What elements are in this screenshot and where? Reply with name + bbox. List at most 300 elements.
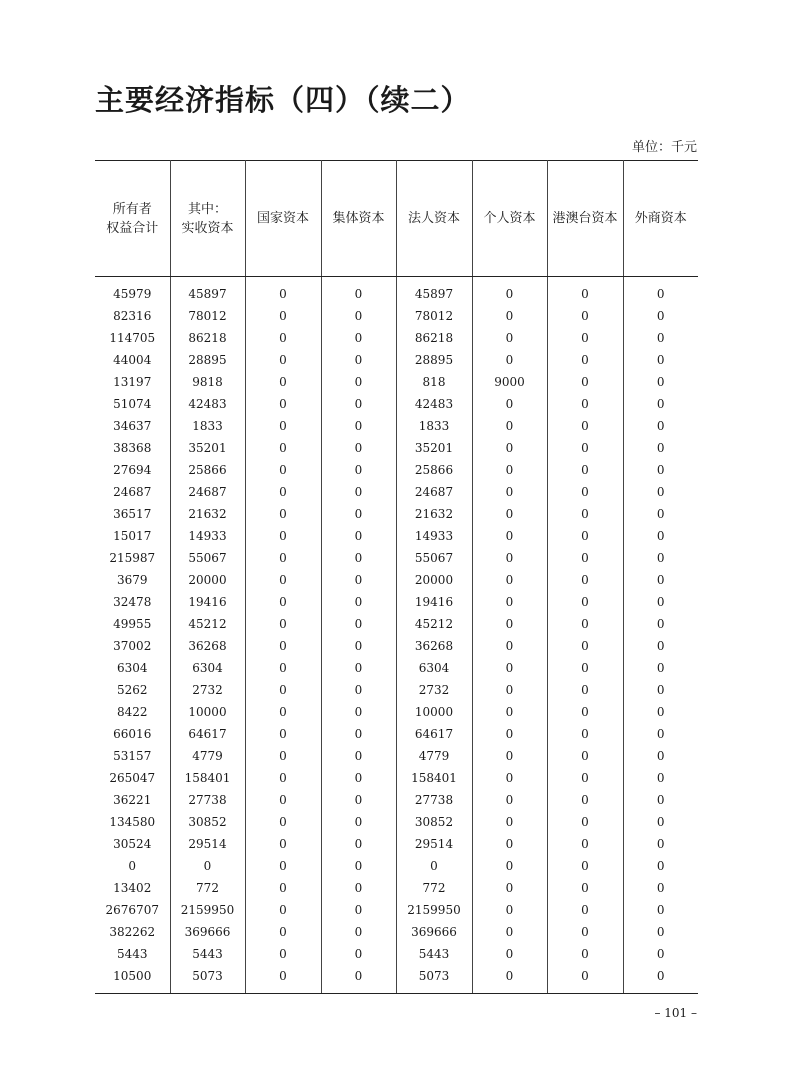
table-cell: 45212 — [170, 613, 245, 635]
table-cell: 0 — [656, 309, 665, 323]
table-cell: 0 — [245, 877, 321, 899]
table-cell: 0 — [472, 657, 547, 679]
table-cell: 0 — [547, 723, 623, 745]
table-cell: 6304 — [95, 657, 170, 679]
table-cell: 24687 — [95, 481, 170, 503]
column-header-4 — [396, 161, 472, 277]
table-cell: 0 — [547, 613, 623, 635]
table-cell: 0 — [245, 305, 321, 327]
table-row — [95, 965, 698, 994]
table-cell: 3679 — [95, 569, 170, 591]
table-cell: 158401 — [396, 767, 472, 789]
table-cell: 0 — [472, 503, 547, 525]
table-cell: 0 — [547, 547, 623, 569]
table-row — [95, 943, 698, 965]
table-cell: 0 — [245, 745, 321, 767]
table-cell: 0 — [472, 613, 547, 635]
table-cell: 0 — [547, 459, 623, 481]
column-header-5 — [472, 161, 547, 277]
table-row — [95, 789, 698, 811]
table-cell: 0 — [321, 613, 396, 635]
column-header-line1: 外商资本 — [634, 211, 687, 226]
page-number: – 101 – — [654, 1006, 697, 1020]
table-cell: 14933 — [396, 525, 472, 547]
table-cell: 0 — [472, 877, 547, 899]
table-row — [95, 349, 698, 371]
table-cell: 0 — [472, 833, 547, 855]
table-row — [95, 327, 698, 349]
table-cell: 0 — [547, 899, 623, 921]
unit-label: 单位：千元 — [631, 140, 697, 155]
table-row — [95, 899, 698, 921]
table-cell: 0 — [656, 551, 665, 565]
table-cell: 4779 — [396, 745, 472, 767]
table-cell: 37002 — [95, 635, 170, 657]
table-cell: 36268 — [170, 635, 245, 657]
table-cell: 0 — [472, 459, 547, 481]
table-cell: 0 — [547, 415, 623, 437]
table-cell: 0 — [245, 613, 321, 635]
table-cell: 24687 — [396, 481, 472, 503]
table-cell: 38368 — [95, 437, 170, 459]
table-cell: 0 — [656, 617, 665, 631]
table-cell: 0 — [321, 437, 396, 459]
table-cell: 0 — [547, 437, 623, 459]
table-row — [95, 701, 698, 723]
table-cell: 0 — [321, 277, 396, 306]
table-cell: 42483 — [396, 393, 472, 415]
table-cell: 0 — [547, 503, 623, 525]
table-cell: 0 — [547, 277, 623, 306]
table-cell: 114705 — [95, 327, 170, 349]
table-cell: 0 — [547, 701, 623, 723]
table-cell: 0 — [547, 877, 623, 899]
table-cell: 2159950 — [396, 899, 472, 921]
table-cell: 0 — [321, 943, 396, 965]
table-row — [95, 277, 698, 306]
table-row — [95, 679, 698, 701]
table-cell: 0 — [472, 481, 547, 503]
table-cell: 0 — [245, 547, 321, 569]
table-cell: 0 — [656, 639, 665, 653]
table-cell: 0 — [472, 855, 547, 877]
table-cell: 0 — [656, 463, 665, 477]
table-row — [95, 723, 698, 745]
table-cell: 0 — [472, 921, 547, 943]
table-cell: 0 — [321, 547, 396, 569]
table-cell: 0 — [321, 371, 396, 393]
table-row — [95, 921, 698, 943]
indicator-table-wrap — [95, 160, 698, 994]
table-cell: 86218 — [396, 327, 472, 349]
table-cell: 0 — [547, 327, 623, 349]
table-cell: 0 — [245, 899, 321, 921]
table-row — [95, 371, 698, 393]
table-cell: 0 — [547, 305, 623, 327]
table-cell: 0 — [321, 921, 396, 943]
table-cell: 0 — [547, 349, 623, 371]
table-cell: 29514 — [396, 833, 472, 855]
table-cell: 5262 — [95, 679, 170, 701]
table-cell: 0 — [472, 943, 547, 965]
table-cell: 0 — [321, 965, 396, 994]
table-cell: 0 — [656, 375, 665, 389]
table-row — [95, 767, 698, 789]
table-cell: 0 — [547, 855, 623, 877]
table-cell: 0 — [321, 569, 396, 591]
table-row — [95, 811, 698, 833]
table-cell: 13402 — [95, 877, 170, 899]
table-row — [95, 745, 698, 767]
table-cell: 0 — [245, 437, 321, 459]
table-cell: 0 — [245, 349, 321, 371]
table-cell: 15017 — [95, 525, 170, 547]
table-cell: 0 — [656, 287, 665, 301]
table-cell: 0 — [321, 591, 396, 613]
table-cell: 9818 — [170, 371, 245, 393]
table-cell: 0 — [321, 789, 396, 811]
table-cell: 64617 — [170, 723, 245, 745]
table-cell: 29514 — [170, 833, 245, 855]
table-cell: 772 — [170, 877, 245, 899]
table-cell: 0 — [656, 793, 665, 807]
table-cell: 32478 — [95, 591, 170, 613]
table-cell: 10000 — [396, 701, 472, 723]
table-cell: 0 — [656, 749, 665, 763]
table-cell: 0 — [321, 701, 396, 723]
table-cell: 0 — [656, 661, 665, 675]
table-row — [95, 877, 698, 899]
column-header-line2: 实收资本 — [181, 220, 234, 236]
table-cell: 0 — [245, 481, 321, 503]
table-row — [95, 305, 698, 327]
table-cell: 5073 — [170, 965, 245, 994]
table-row — [95, 657, 698, 679]
table-cell: 0 — [321, 525, 396, 547]
table-cell: 13197 — [95, 371, 170, 393]
table-cell: 0 — [656, 595, 665, 609]
table-cell: 0 — [245, 327, 321, 349]
table-cell: 34637 — [95, 415, 170, 437]
table-cell: 45897 — [170, 277, 245, 306]
column-header-line1: 个人资本 — [483, 211, 536, 226]
table-cell: 0 — [245, 371, 321, 393]
table-cell: 20000 — [396, 569, 472, 591]
table-cell: 0 — [95, 855, 170, 877]
table-cell: 4779 — [170, 745, 245, 767]
table-cell: 0 — [321, 679, 396, 701]
table-cell: 0 — [321, 415, 396, 437]
table-cell: 10500 — [95, 965, 170, 994]
table-cell: 30524 — [95, 833, 170, 855]
table-cell: 21632 — [170, 503, 245, 525]
table-cell: 0 — [321, 393, 396, 415]
table-cell: 0 — [245, 459, 321, 481]
table-cell: 134580 — [95, 811, 170, 833]
table-cell: 0 — [472, 569, 547, 591]
table-cell: 0 — [547, 745, 623, 767]
table-cell: 0 — [656, 419, 665, 433]
table-cell: 36268 — [396, 635, 472, 657]
column-header-line1: 集体资本 — [332, 211, 385, 226]
column-header-line2: 权益合计 — [106, 220, 159, 236]
table-cell: 0 — [321, 723, 396, 745]
table-cell: 0 — [472, 437, 547, 459]
table-cell: 36517 — [95, 503, 170, 525]
table-row — [95, 393, 698, 415]
table-cell: 6304 — [396, 657, 472, 679]
table-cell: 0 — [547, 811, 623, 833]
table-cell: 0 — [656, 705, 665, 719]
table-cell: 0 — [321, 899, 396, 921]
table-row — [95, 855, 698, 877]
table-cell: 45212 — [396, 613, 472, 635]
table-cell: 0 — [472, 899, 547, 921]
table-cell: 5443 — [170, 943, 245, 965]
table-cell: 42483 — [170, 393, 245, 415]
table-cell: 0 — [547, 635, 623, 657]
table-cell: 0 — [472, 811, 547, 833]
table-cell: 0 — [656, 397, 665, 411]
table-cell: 9000 — [472, 371, 547, 393]
table-cell: 0 — [547, 591, 623, 613]
table-cell: 0 — [321, 745, 396, 767]
column-header-3 — [321, 161, 396, 277]
table-cell: 0 — [321, 327, 396, 349]
table-cell: 0 — [547, 657, 623, 679]
table-cell: 0 — [656, 485, 665, 499]
table-cell: 0 — [245, 591, 321, 613]
table-row — [95, 415, 698, 437]
table-cell: 0 — [547, 833, 623, 855]
table-cell: 78012 — [396, 305, 472, 327]
table-cell: 0 — [472, 745, 547, 767]
table-cell: 53157 — [95, 745, 170, 767]
table-cell: 0 — [321, 481, 396, 503]
table-cell: 0 — [321, 855, 396, 877]
table-cell: 0 — [547, 481, 623, 503]
table-cell: 0 — [245, 503, 321, 525]
table-cell: 30852 — [170, 811, 245, 833]
table-cell: 0 — [472, 525, 547, 547]
table-cell: 0 — [547, 921, 623, 943]
table-cell: 0 — [245, 789, 321, 811]
table-row — [95, 635, 698, 657]
table-cell: 0 — [245, 833, 321, 855]
column-header-line1: 国家资本 — [256, 211, 309, 226]
column-header-1 — [170, 161, 245, 277]
table-cell: 0 — [656, 529, 665, 543]
table-cell: 0 — [547, 965, 623, 994]
table-cell: 0 — [547, 767, 623, 789]
table-cell: 35201 — [170, 437, 245, 459]
table-cell: 10000 — [170, 701, 245, 723]
table-cell: 25866 — [170, 459, 245, 481]
table-cell: 64617 — [396, 723, 472, 745]
table-row — [95, 437, 698, 459]
table-cell: 0 — [245, 277, 321, 306]
table-cell: 5443 — [95, 943, 170, 965]
table-cell: 0 — [472, 789, 547, 811]
table-cell: 2159950 — [170, 899, 245, 921]
table-cell: 55067 — [396, 547, 472, 569]
table-cell: 0 — [321, 635, 396, 657]
table-cell: 818 — [396, 371, 472, 393]
table-cell: 27738 — [170, 789, 245, 811]
table-cell: 2732 — [396, 679, 472, 701]
table-cell: 78012 — [170, 305, 245, 327]
table-row — [95, 459, 698, 481]
table-cell: 0 — [321, 767, 396, 789]
table-cell: 0 — [656, 837, 665, 851]
table-cell: 21632 — [396, 503, 472, 525]
table-cell: 0 — [245, 723, 321, 745]
table-cell: 0 — [656, 859, 665, 873]
table-cell: 0 — [321, 811, 396, 833]
table-cell: 0 — [547, 393, 623, 415]
table-cell: 0 — [321, 349, 396, 371]
table-cell: 0 — [656, 683, 665, 697]
table-cell: 0 — [472, 277, 547, 306]
table-cell: 44004 — [95, 349, 170, 371]
table-cell: 0 — [472, 679, 547, 701]
table-cell: 45897 — [396, 277, 472, 306]
table-header-row — [95, 161, 698, 277]
column-header-6 — [547, 161, 623, 277]
table-cell: 0 — [245, 767, 321, 789]
table-cell: 0 — [245, 657, 321, 679]
table-row — [95, 503, 698, 525]
column-header-line1: 所有者 — [112, 201, 152, 217]
table-cell: 0 — [472, 591, 547, 613]
table-cell: 0 — [321, 877, 396, 899]
table-cell: 30852 — [396, 811, 472, 833]
table-cell: 0 — [321, 657, 396, 679]
table-cell: 0 — [656, 573, 665, 587]
table-cell: 35201 — [396, 437, 472, 459]
table-cell: 0 — [321, 459, 396, 481]
table-cell: 0 — [472, 305, 547, 327]
table-body — [95, 277, 698, 994]
table-cell: 772 — [396, 877, 472, 899]
table-cell: 0 — [656, 947, 665, 961]
table-row — [95, 833, 698, 855]
table-cell: 82316 — [95, 305, 170, 327]
table-cell: 2732 — [170, 679, 245, 701]
table-cell: 28895 — [170, 349, 245, 371]
table-cell: 0 — [547, 569, 623, 591]
column-header-line1: 法人资本 — [407, 211, 460, 226]
table-cell: 5073 — [396, 965, 472, 994]
table-cell: 0 — [472, 349, 547, 371]
table-cell: 19416 — [170, 591, 245, 613]
table-cell: 27738 — [396, 789, 472, 811]
table-cell: 369666 — [396, 921, 472, 943]
table-cell: 0 — [245, 525, 321, 547]
table-cell: 0 — [245, 393, 321, 415]
table-cell: 0 — [245, 415, 321, 437]
table-cell: 51074 — [95, 393, 170, 415]
table-row — [95, 613, 698, 635]
table-cell: 8422 — [95, 701, 170, 723]
column-header-0 — [95, 161, 170, 277]
table-cell: 0 — [656, 925, 665, 939]
table-cell: 0 — [656, 771, 665, 785]
column-header-7 — [623, 161, 698, 277]
table-cell: 20000 — [170, 569, 245, 591]
table-cell: 0 — [656, 727, 665, 741]
table-cell: 0 — [321, 305, 396, 327]
table-cell: 0 — [170, 855, 245, 877]
table-cell: 0 — [547, 679, 623, 701]
table-cell: 0 — [656, 507, 665, 521]
table-cell: 0 — [547, 943, 623, 965]
table-cell: 369666 — [170, 921, 245, 943]
table-cell: 0 — [472, 547, 547, 569]
table-cell: 382262 — [95, 921, 170, 943]
table-cell: 24687 — [170, 481, 245, 503]
table-cell: 158401 — [170, 767, 245, 789]
table-cell: 265047 — [95, 767, 170, 789]
table-cell: 0 — [472, 767, 547, 789]
table-cell: 25866 — [396, 459, 472, 481]
table-cell: 0 — [245, 921, 321, 943]
table-cell: 0 — [472, 327, 547, 349]
table-cell: 0 — [547, 525, 623, 547]
table-cell: 0 — [321, 833, 396, 855]
table-cell: 19416 — [396, 591, 472, 613]
table-row — [95, 591, 698, 613]
table-row — [95, 481, 698, 503]
indicator-table — [95, 160, 698, 994]
table-cell: 55067 — [170, 547, 245, 569]
table-cell: 0 — [656, 441, 665, 455]
table-cell: 0 — [245, 679, 321, 701]
table-cell: 0 — [656, 881, 665, 895]
table-cell: 66016 — [95, 723, 170, 745]
table-row — [95, 569, 698, 591]
table-cell: 28895 — [396, 349, 472, 371]
table-cell: 0 — [245, 965, 321, 994]
table-cell: 0 — [623, 965, 698, 994]
table-cell: 36221 — [95, 789, 170, 811]
table-cell: 0 — [472, 965, 547, 994]
table-cell: 0 — [547, 371, 623, 393]
table-cell: 0 — [396, 855, 472, 877]
table-cell: 86218 — [170, 327, 245, 349]
table-row — [95, 525, 698, 547]
table-cell: 0 — [547, 789, 623, 811]
table-cell: 27694 — [95, 459, 170, 481]
table-cell: 1833 — [170, 415, 245, 437]
table-cell: 0 — [245, 635, 321, 657]
column-header-line1: 其中： — [187, 201, 227, 217]
table-cell: 0 — [656, 815, 665, 829]
table-cell: 0 — [321, 503, 396, 525]
table-cell: 14933 — [170, 525, 245, 547]
column-header-line1: 港澳台资本 — [552, 211, 618, 226]
table-cell: 0 — [472, 723, 547, 745]
table-row — [95, 547, 698, 569]
table-cell: 2676707 — [95, 899, 170, 921]
table-cell: 1833 — [396, 415, 472, 437]
page-title: 主要经济指标（四）（续二） — [95, 83, 471, 117]
table-cell: 6304 — [170, 657, 245, 679]
table-cell: 49955 — [95, 613, 170, 635]
table-cell: 0 — [245, 855, 321, 877]
table-cell: 0 — [656, 331, 665, 345]
table-cell: 45979 — [95, 277, 170, 306]
